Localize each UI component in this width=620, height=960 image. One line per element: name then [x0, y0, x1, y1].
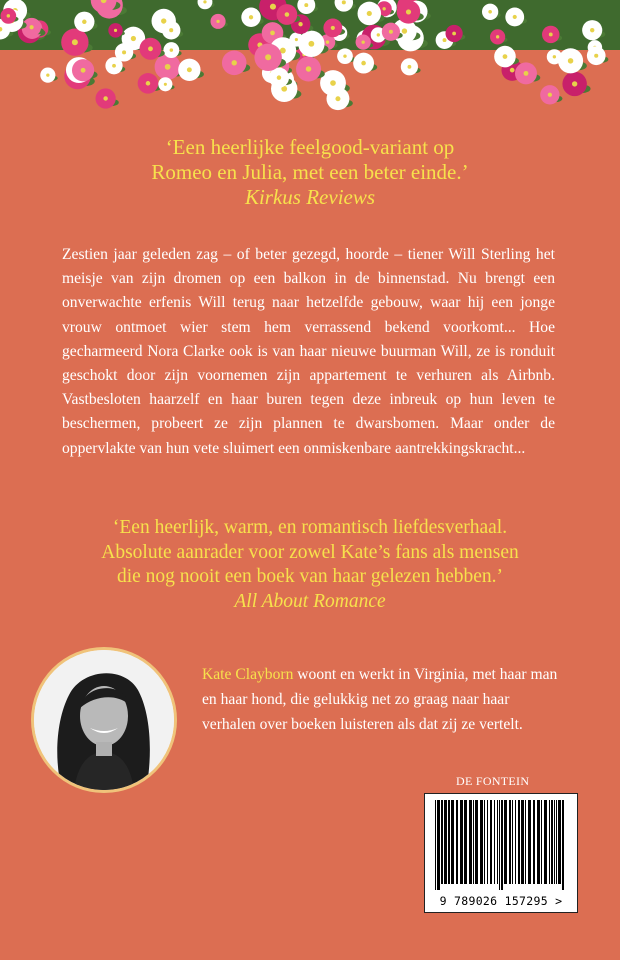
- flower-center: [82, 20, 86, 24]
- barcode-bars: [433, 800, 569, 890]
- author-photo: [34, 650, 174, 790]
- barcode-bar: [469, 800, 472, 884]
- barcode-bar: [544, 800, 547, 884]
- flower-center: [131, 36, 136, 41]
- barcode-bar: [437, 800, 440, 890]
- flower-center: [568, 58, 574, 64]
- flower-center: [330, 80, 336, 86]
- flower-center: [170, 48, 173, 51]
- barcode-bar: [541, 800, 542, 884]
- isbn-barcode: [424, 793, 578, 913]
- flower-center: [165, 64, 171, 70]
- barcode-bar: [556, 800, 557, 884]
- barcode-bar: [494, 800, 495, 884]
- quote-source: Kirkus Reviews: [244, 185, 376, 209]
- barcode-bar: [473, 800, 474, 884]
- flower-center: [298, 22, 302, 26]
- flower-center: [402, 28, 407, 33]
- barcode-bar: [441, 800, 443, 884]
- barcode-bar: [456, 800, 458, 884]
- flower-center: [169, 28, 173, 32]
- barcode-bar: [549, 800, 550, 884]
- barcode-bar: [464, 800, 467, 884]
- flower-center: [488, 10, 492, 14]
- flower-center: [232, 60, 237, 65]
- flower-center: [510, 68, 515, 73]
- flower-center: [7, 14, 10, 17]
- barcode-bar: [475, 800, 478, 884]
- barcode-bar: [558, 800, 561, 884]
- quote-source: All About Romance: [234, 590, 386, 612]
- barcode-bar: [480, 800, 483, 884]
- flower-center: [335, 96, 340, 101]
- flower-center: [331, 26, 335, 30]
- barcode-bar: [562, 800, 564, 890]
- flower-center: [164, 83, 167, 86]
- flower-center: [382, 7, 385, 10]
- flower-center: [496, 35, 499, 38]
- flower-center: [30, 25, 34, 29]
- flower-center: [406, 9, 411, 14]
- flower-center: [308, 41, 314, 47]
- flower-center: [265, 54, 271, 60]
- barcode-bar: [444, 800, 447, 884]
- flower-center: [524, 71, 529, 76]
- flower-center: [503, 54, 508, 59]
- barcode-bar: [487, 800, 488, 884]
- barcode-bar: [528, 800, 531, 884]
- flower-center: [122, 50, 126, 54]
- barcode-bar: [512, 800, 513, 884]
- quote-line: Romeo en Julia, met een beter einde.’: [151, 160, 469, 184]
- review-quote-top: [0, 135, 620, 210]
- flower-center: [148, 46, 153, 51]
- flower-center: [343, 54, 346, 57]
- author-bio: [202, 662, 562, 737]
- barcode-bar: [451, 800, 454, 884]
- flower-center: [377, 33, 380, 36]
- flower-center: [548, 93, 552, 97]
- quote-line: die nog nooit een boek van haar gelezen hebben.’: [116, 566, 504, 587]
- barcode-bar: [497, 800, 498, 884]
- flower-center: [361, 61, 366, 66]
- flower-center: [203, 0, 206, 3]
- flower-center: [270, 4, 276, 10]
- flower-center: [452, 32, 456, 36]
- barcode-bar: [448, 800, 450, 884]
- flower-center: [216, 20, 219, 23]
- flower-center: [72, 39, 78, 45]
- flower-center: [389, 30, 393, 34]
- flower-center: [408, 65, 412, 69]
- flower-center: [326, 40, 329, 43]
- flower-center: [304, 3, 308, 7]
- publisher-name: DE FONTEIN: [456, 774, 530, 788]
- barcode-bar: [551, 800, 553, 884]
- barcode-bar: [525, 800, 526, 884]
- barcode-bar: [501, 800, 503, 890]
- barcode-bar: [504, 800, 507, 884]
- quote-line: Absolute aanrader voor zowel Kate’s fans als mensen: [101, 541, 519, 563]
- flower-center: [46, 73, 49, 76]
- review-quote-bottom: [0, 516, 620, 614]
- quote-line: ‘Een heerlijk, warm, en romantisch liefdesverhaal.: [112, 517, 508, 538]
- flower-center: [277, 75, 281, 79]
- barcode-bar: [518, 800, 520, 884]
- barcode-bar: [435, 800, 436, 890]
- barcode-bar: [533, 800, 535, 884]
- book-blurb: Zestien jaar geleden zag – of beter gezegd, hoorde – tiener Will Sterling het meisje van zijn dromen op een balkon in de binnenstad. Nu brengt een onverwachte erfenis Will terug naar hetzelfde gebouw, waar hij een jonge vrouw ontmoet wier stem hem verrassend bekend voorkomt... Hoe gecharmeerd Nora Clarke ook is van haar nieuwe buurman Will, ze is ronduit geschokt door zijn voornemen zijn appartement te verhuren als Airbnb. Vastbesloten haarzelf en haar buren tegen deze inbreuk op hun leven te beschermen, probeert ze zijn plannen te dwarsbomen. Maar onder de oppervlakte van hun vete sluimert een onmiskenbare aantrekkingskracht...: [62, 246, 555, 457]
- flower-center: [112, 64, 116, 68]
- flower-border-image: [0, 0, 620, 112]
- barcode-bar: [515, 800, 516, 884]
- flower-center: [367, 11, 372, 16]
- flower-center: [146, 81, 151, 86]
- barcode-bar: [490, 800, 492, 884]
- barcode-bar: [537, 800, 540, 884]
- barcode-bar: [554, 800, 555, 884]
- flower-center: [103, 96, 107, 100]
- flower-center: [114, 29, 117, 32]
- flower-center: [342, 0, 346, 4]
- author-name: Kate Clayborn: [202, 666, 294, 683]
- flower-center: [187, 67, 192, 72]
- flower-center: [443, 38, 447, 42]
- flower-center: [572, 81, 577, 86]
- barcode-bar: [509, 800, 511, 884]
- flower-center: [361, 40, 364, 43]
- isbn-number: 9 789026 157295 >: [439, 894, 563, 908]
- flower-center: [594, 54, 598, 58]
- flower-center: [513, 15, 517, 19]
- flower-center: [295, 38, 298, 41]
- barcode-bar: [484, 800, 485, 884]
- barcode-bar: [460, 800, 463, 884]
- barcode-bar: [499, 800, 500, 890]
- flower-center: [81, 68, 86, 73]
- flower-center: [553, 55, 556, 58]
- flower-center: [549, 33, 553, 37]
- flower-center: [249, 15, 253, 19]
- flower-center: [285, 12, 290, 17]
- flower-center: [270, 31, 275, 36]
- flower-center: [590, 28, 594, 32]
- flower-center: [306, 66, 312, 72]
- author-bio-text: woont en werkt in Virginia, met haar man en haar hond, die gelukkig net zo graag naar haar verhalen over boeken luisteren als dat zij ze vertelt.: [202, 666, 558, 733]
- quote-line: ‘Een heerlijke feelgood-variant op: [165, 135, 455, 159]
- barcode-bar: [521, 800, 524, 884]
